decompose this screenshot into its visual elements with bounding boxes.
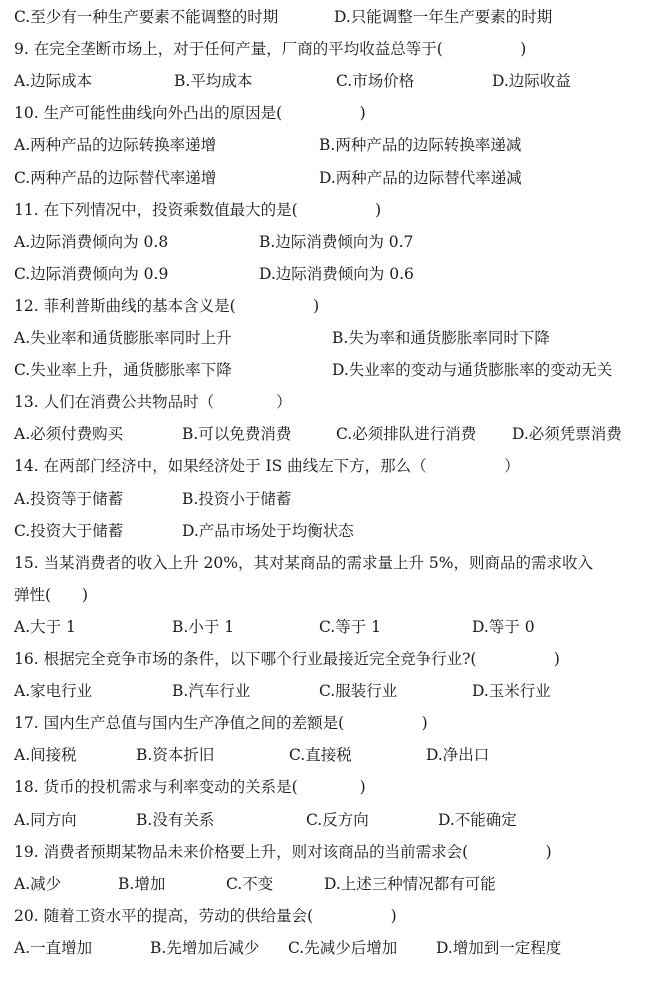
answer-option: D.净出口	[426, 746, 490, 765]
options-line	[14, 872, 658, 896]
answer-option: D.玉米行业	[472, 682, 551, 701]
answer-option: C.反方向	[306, 810, 369, 829]
answer-option: A.家电行业	[14, 682, 93, 701]
answer-option: D.只能调整一年生产要素的时期	[334, 8, 553, 26]
question-text: 17. 国内生产总值与国内生产净值之间的差额是( )	[14, 714, 428, 733]
options-line	[14, 5, 658, 29]
answer-option: C.直接税	[289, 746, 352, 765]
answer-option: D.上述三种情况都有可能	[324, 874, 496, 893]
answer-option: C.服装行业	[319, 682, 398, 701]
options-line	[14, 487, 658, 511]
answer-option: A.同方向	[14, 810, 77, 829]
answer-option: B.增加	[118, 874, 166, 893]
options-line	[14, 133, 658, 157]
question-text: 10. 生产可能性曲线向外凸出的原因是( )	[14, 104, 366, 123]
answer-option: C.失业率上升，通货膨胀率下降	[14, 361, 232, 380]
options-line	[14, 615, 658, 639]
options-line	[14, 262, 658, 286]
options-line	[14, 422, 658, 446]
answer-option: C.投资大于储蓄	[14, 521, 124, 540]
answer-option: D.两种产品的边际替代率递减	[319, 168, 522, 187]
answer-option: C.先减少后增加	[288, 938, 398, 957]
answer-option: A.投资等于储蓄	[14, 489, 124, 508]
question-text: 19. 消费者预期某物品未来价格要上升，则对该商品的当前需求会( )	[14, 842, 552, 861]
answer-option: D.不能确定	[438, 810, 517, 829]
question-line	[14, 583, 658, 607]
options-line	[14, 166, 658, 190]
question-line	[14, 454, 658, 478]
options-line	[14, 69, 658, 93]
question-line	[14, 294, 658, 318]
answer-option: A.必须付费购买	[14, 425, 124, 444]
answer-option: B.两种产品的边际转换率递减	[319, 136, 522, 155]
question-text: 弹性( )	[14, 585, 89, 604]
question-text: 12. 菲利普斯曲线的基本含义是( )	[14, 296, 320, 315]
options-line	[14, 326, 658, 350]
options-line	[14, 358, 658, 382]
answer-option: C.必须排队进行消费	[336, 425, 477, 444]
answer-option: D.边际收益	[492, 72, 571, 91]
answer-option: D.失业率的变动与通货膨胀率的变动无关	[332, 361, 613, 380]
answer-option: C.边际消费倾向为 0.9	[14, 264, 169, 283]
options-line	[14, 679, 658, 703]
answer-option: A.两种产品的边际转换率递增	[14, 136, 217, 155]
answer-option: D.产品市场处于均衡状态	[182, 521, 354, 540]
answer-option: A.大于 1	[14, 617, 76, 636]
question-text: 9. 在完全垄断市场上，对于任何产量，厂商的平均收益总等于( )	[14, 40, 527, 59]
question-text: 18. 货币的投机需求与利率变动的关系是( )	[14, 778, 366, 797]
question-line	[14, 904, 658, 928]
answer-option: A.失业率和通货膨胀率同时上升	[14, 329, 232, 347]
answer-option: C.等于 1	[319, 617, 382, 636]
answer-option: C.至少有一种生产要素不能调整的时期	[14, 8, 279, 26]
question-text: 11. 在下列情况中，投资乘数值最大的是( )	[14, 200, 382, 219]
question-text: 16. 根据完全竞争市场的条件，以下哪个行业最接近完全竞争行业?( )	[14, 650, 560, 668]
answer-option: D.边际消费倾向为 0.6	[259, 264, 414, 283]
answer-option: C.不变	[226, 874, 274, 893]
answer-option: B.资本折旧	[136, 746, 215, 765]
answer-option: A.间接税	[14, 746, 77, 765]
answer-option: B.小于 1	[172, 617, 235, 636]
question-line	[14, 711, 658, 735]
answer-option: A.边际成本	[14, 72, 93, 91]
options-line	[14, 230, 658, 254]
question-line	[14, 37, 658, 61]
question-line	[14, 551, 658, 575]
question-line	[14, 840, 658, 864]
answer-option: B.投资小于储蓄	[182, 489, 292, 508]
answer-option: B.可以免费消费	[182, 425, 292, 444]
options-line	[14, 743, 658, 767]
question-line	[14, 101, 658, 125]
question-line	[14, 775, 658, 799]
options-line	[14, 936, 658, 960]
answer-option: B.平均成本	[174, 72, 253, 91]
answer-option: B.没有关系	[136, 810, 215, 829]
answer-option: A.边际消费倾向为 0.8	[14, 232, 169, 251]
question-text: 20. 随着工资水平的提高，劳动的供给量会( )	[14, 906, 397, 925]
answer-option: C.两种产品的边际替代率递增	[14, 168, 217, 187]
answer-option: D.等于 0	[472, 617, 535, 636]
answer-option: A.一直增加	[14, 938, 93, 957]
answer-option: B.边际消费倾向为 0.7	[259, 232, 414, 251]
answer-option: B.失为率和通货膨胀率同时下降	[332, 329, 550, 347]
question-line	[14, 198, 658, 222]
question-line	[14, 390, 658, 414]
question-text: 14. 在两部门经济中，如果经济处于 IS 曲线左下方，那么（ ）	[14, 457, 520, 476]
answer-option: A.减少	[14, 874, 62, 893]
options-line	[14, 519, 658, 543]
question-line	[14, 647, 658, 671]
answer-option: B.汽车行业	[172, 682, 251, 701]
answer-option: C.市场价格	[336, 72, 415, 91]
answer-option: D.必须凭票消费	[512, 425, 622, 444]
answer-option: D.增加到一定程度	[436, 938, 562, 957]
question-text: 15. 当某消费者的收入上升 20%，其对某商品的需求量上升 5%，则商品的需求收入	[14, 553, 593, 572]
answer-option: B.先增加后减少	[150, 938, 260, 957]
question-text: 13. 人们在消费公共物品时（ ）	[14, 393, 292, 412]
options-line	[14, 808, 658, 832]
